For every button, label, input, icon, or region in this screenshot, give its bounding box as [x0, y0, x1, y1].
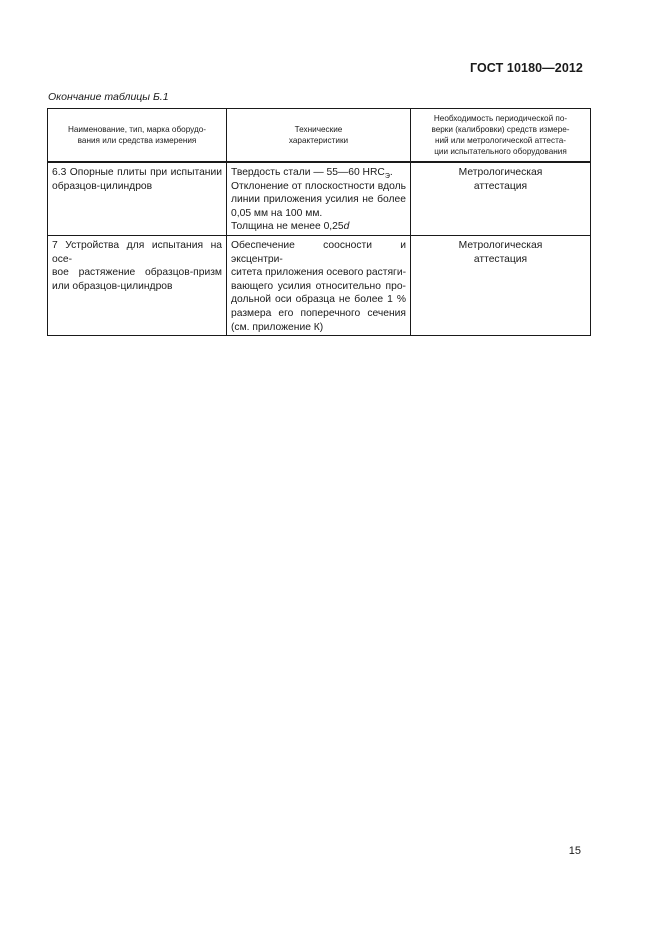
- table-header-row: [48, 109, 591, 163]
- cell-tech-specs: Обеспечение соосности и эксцентри- ситета приложения осевого растяги- вающего усилия относительно про- дольной оси образца не более 1 % размера его поперечного сечения (см. приложение К): [227, 235, 411, 335]
- cell-tech-specs: Твердость стали — 55—60 $HRC_Э$. Отклонение от плоскостности вдоль линии приложения усилия не более 0,05 мм на 100 мм. Толщина не менее 0,25d: [227, 162, 411, 235]
- cell-equipment-name: 6.3 Опорные плиты при испытании образцов-цилиндров: [48, 162, 227, 235]
- table-caption: Окончание таблицы Б.1: [48, 91, 169, 103]
- column-header-verification: Необходимость периодической по- верки (калибровки) средств измере- ний или метрологической аттеста- ции испытательного оборудования: [411, 109, 591, 163]
- equipment-table: [47, 108, 591, 336]
- cell-equipment-name: 7 Устройства для испытания на осе- вое растяжение образцов-призм или образцов-цилиндров: [48, 235, 227, 335]
- table-row: [48, 162, 591, 235]
- cell-verification: Метрологическая аттестация: [411, 162, 591, 235]
- table-row: [48, 235, 591, 335]
- page-number: 15: [568, 845, 581, 857]
- standard-header: ГОСТ 10180—2012: [469, 61, 583, 75]
- column-header-tech: Технические характеристики: [227, 109, 411, 163]
- cell-verification: Метрологическая аттестация: [411, 235, 591, 335]
- column-header-name: Наименование, тип, марка оборудо- вания или средства измерения: [48, 109, 227, 163]
